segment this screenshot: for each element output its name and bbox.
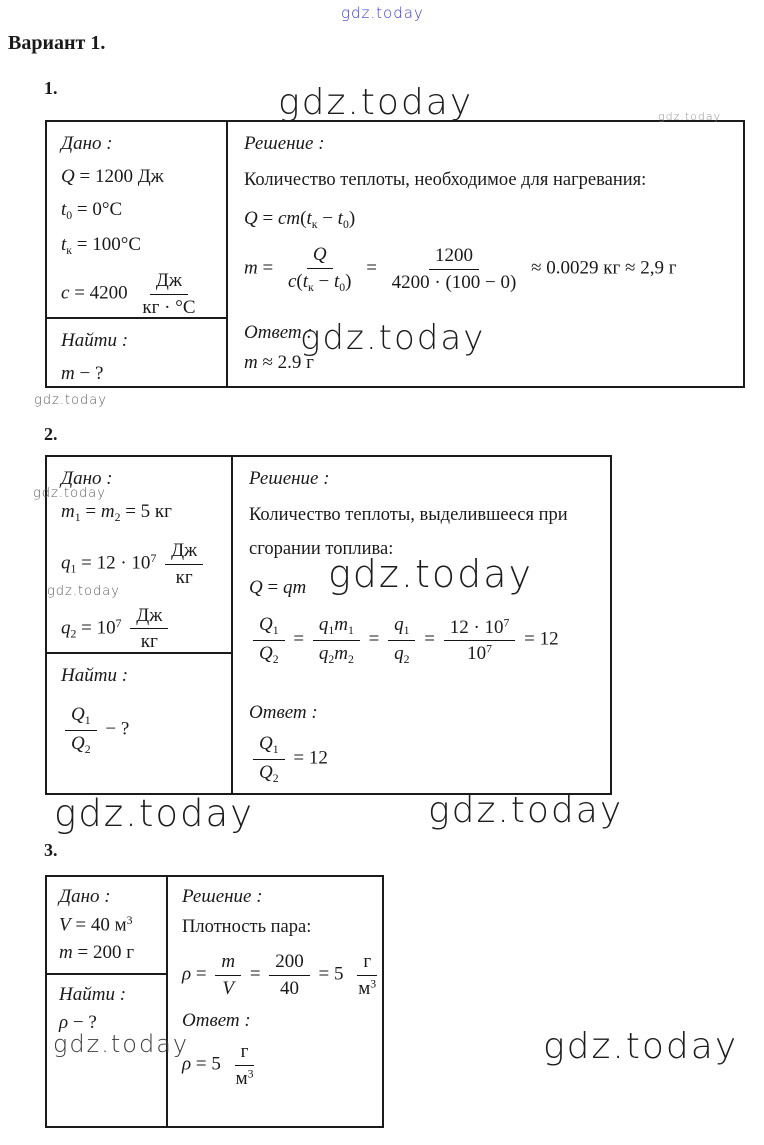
find-label: Найти : [59,984,127,1005]
given-label: Дано : [61,133,113,154]
problem-1-left-column [47,122,228,386]
watermark-gdz-box2-lower: gdz.today [47,584,120,599]
watermark-gdz-box2-solution: gdz.today [328,552,533,596]
problem-2-left-column [47,457,233,793]
given-line: $m_1 = m_2 = 5$ кг [61,501,172,525]
watermark-gdz-below-box2-left: gdz.today [54,792,255,835]
solution-line: $Q = cm(t_к - t_0)$ [244,208,356,232]
solution-intro: Плотность пара: [182,917,312,937]
given-line: $t_0 = 0^\circ С$ [61,199,123,223]
page-title: Вариант 1. [8,32,106,54]
answer-label: Ответ : [182,1010,251,1032]
problem-2-table [45,455,612,795]
solution-line: ρ = $\frac{m}{V}$ = $\frac{200}{40}$ = 5 $\frac{г}{м^3}$ [182,950,377,999]
answer-label: Ответ : [249,702,318,724]
solution-line: m = $\frac{Q}{c(t_к - t_0)}$ = $\frac{1200}{4200 \cdot (100 - 0)}$ ≈ 0.0029 кг ≈ 2,9 г [244,244,677,295]
find-line: m − ? [61,363,104,384]
given-line: $q_2 = 10^7$ $\frac{Дж}{кг}$ [61,604,217,655]
solution-line: Q = qm [249,577,307,599]
solution-label: Решение : [244,133,325,154]
solution-line: $\frac{Q_1}{Q_2}$ = $\frac{q_1m_1}{q_2m_2}$ = $\frac{q_1}{q_2}$ = $\frac{12 \cdot 10^7}{10^7}$ = 12 [249,613,594,668]
find-cell [47,652,231,793]
problem-2-number: 2. [44,424,58,444]
problem-3-table [45,875,384,1128]
problem-3-number: 3. [44,840,58,860]
watermark-gdz-box3-find: gdz.today [53,1030,190,1058]
watermark-gdz-below-box2-right: gdz.today [428,790,624,831]
watermark-gdz-top-blue: gdz.today [341,4,424,22]
find-cell [47,317,226,402]
answer-line: m ≈ 2.9 г [244,351,314,373]
answer-line: ρ = 5 $\frac{г}{м^3}$ [182,1041,254,1089]
watermark-gdz-below-box1: gdz.today [34,393,107,408]
given-line: $t_к = 100^\circ С$ [61,234,141,258]
solution-intro: Количество теплоты, необходимое для нагревания: [244,170,647,190]
given-cell [47,122,226,317]
given-line: V = 40 $м^3$ [59,914,133,936]
solution-cell [168,877,400,1126]
solution-intro: Количество теплоты, выделившееся при сгорании топлива: [249,505,568,560]
find-line: $\frac{Q_1}{Q_2}$ − ? [61,703,217,758]
given-label: Дано : [59,886,111,907]
watermark-gdz-box1-answer: gdz.today [300,318,486,358]
solution-label: Решение : [249,468,330,489]
find-label: Найти : [61,665,129,686]
answer-label: Ответ : [244,321,313,343]
given-label: Дано : [61,468,113,489]
solution-label: Решение : [182,886,263,907]
watermark-gdz-box2-upper: gdz.today [33,486,106,501]
given-cell [47,877,166,973]
find-line: ρ − ? [59,1012,97,1033]
watermark-gdz-box1-corner: gdz.today [658,110,722,123]
given-line: c = 4200 $\frac{Дж}{кг \cdot ^\circ С}$ [61,270,196,318]
answer-line: $\frac{Q_1}{Q_2}$ = 12 [249,732,594,787]
watermark-gdz-bottom-right: gdz.today [543,1026,739,1067]
given-line: m = 200 г [59,942,134,964]
given-line: $q_1 = 12 \cdot 10^7$ $\frac{Дж}{кг}$ [61,539,217,590]
watermark-gdz-box1-top: gdz.today [278,82,474,123]
problem-1-number: 1. [44,78,58,98]
problem-3-left-column [47,877,168,1126]
solution-cell [233,457,610,793]
find-label: Найти : [61,330,129,351]
given-line: Q = 1200 Дж [61,166,164,187]
